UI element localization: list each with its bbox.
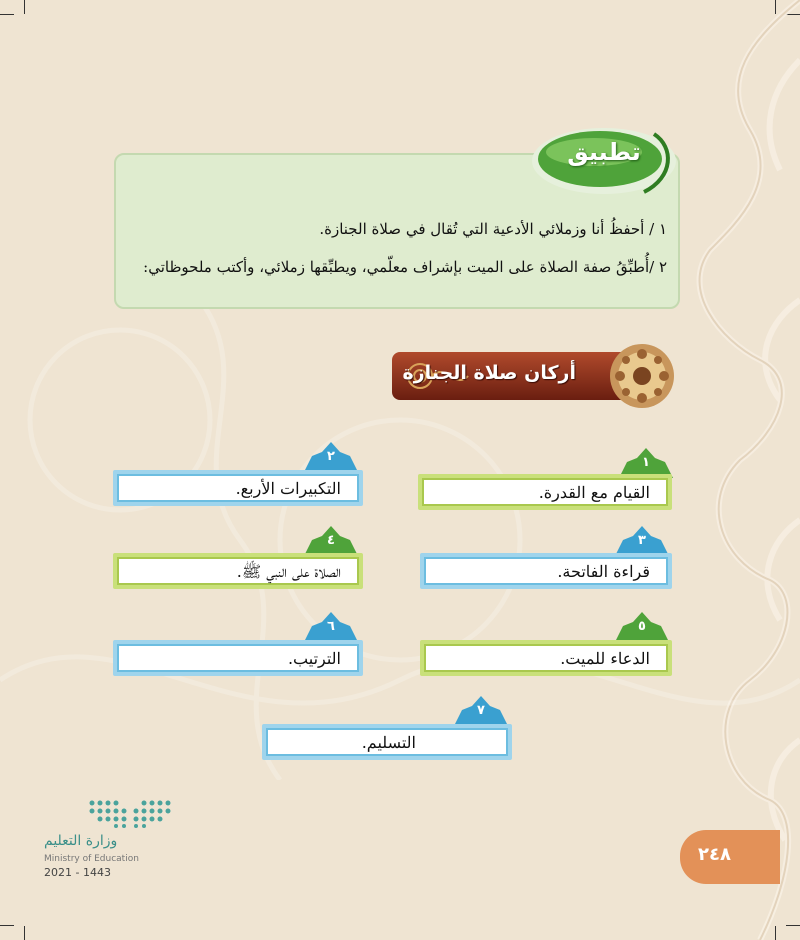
pillar-text: التسليم. <box>361 733 416 752</box>
pillar-number: ٢ <box>327 449 335 464</box>
pillar-number: ٣ <box>638 533 646 548</box>
pillar-box <box>113 470 363 506</box>
pillar-box <box>418 474 672 510</box>
pillar-text: الترتيب. <box>287 649 341 668</box>
crop-mark <box>0 925 14 926</box>
pillar-box <box>420 640 672 676</box>
pillar-text: الدعاء للميت. <box>560 649 650 668</box>
edition-year: 2021 - 1443 <box>44 866 111 879</box>
pillar-text: القيام مع القدرة. <box>538 483 650 502</box>
practice-title: تطبيق <box>567 138 641 166</box>
ministry-logo <box>86 797 178 829</box>
practice-line-2: ٢ /أُطبِّقُ صفة الصلاة على الميت بإشراف معلّمي، ويطبِّقها زملائي، وأكتب ملحوظاتي: <box>143 258 667 276</box>
crop-mark <box>24 0 25 14</box>
pillar-number: ٥ <box>638 619 646 634</box>
page-number: ٢٤٨ <box>698 844 731 865</box>
section-title: أركان صلاة الجنازة <box>402 362 576 384</box>
pillar-box <box>420 553 672 589</box>
pillar-text: التكبيرات الأربع. <box>235 479 341 498</box>
crop-mark <box>24 926 25 940</box>
practice-line-1: ١ / أحفظُ أنا وزملائي الأدعية التي تُقال في صلاة الجنازة. <box>319 220 667 238</box>
pillar-number: ٦ <box>327 619 335 634</box>
pillar-number: ١ <box>642 455 650 470</box>
crop-mark <box>0 14 14 15</box>
ministry-name-en: Ministry of Education <box>44 854 139 864</box>
pillar-box <box>113 553 363 589</box>
pillar-number: ٧ <box>477 703 485 718</box>
pillar-text: قراءة الفاتحة. <box>557 562 650 581</box>
ministry-name-ar: وزارة التعليم <box>44 833 118 849</box>
rosette-icon <box>608 342 676 410</box>
pillar-box <box>262 724 512 760</box>
pillar-box <box>113 640 363 676</box>
pillar-text: الصلاة على النبي ﷺ. <box>236 562 341 581</box>
pillar-number: ٤ <box>327 533 335 548</box>
section-banner <box>392 352 632 400</box>
